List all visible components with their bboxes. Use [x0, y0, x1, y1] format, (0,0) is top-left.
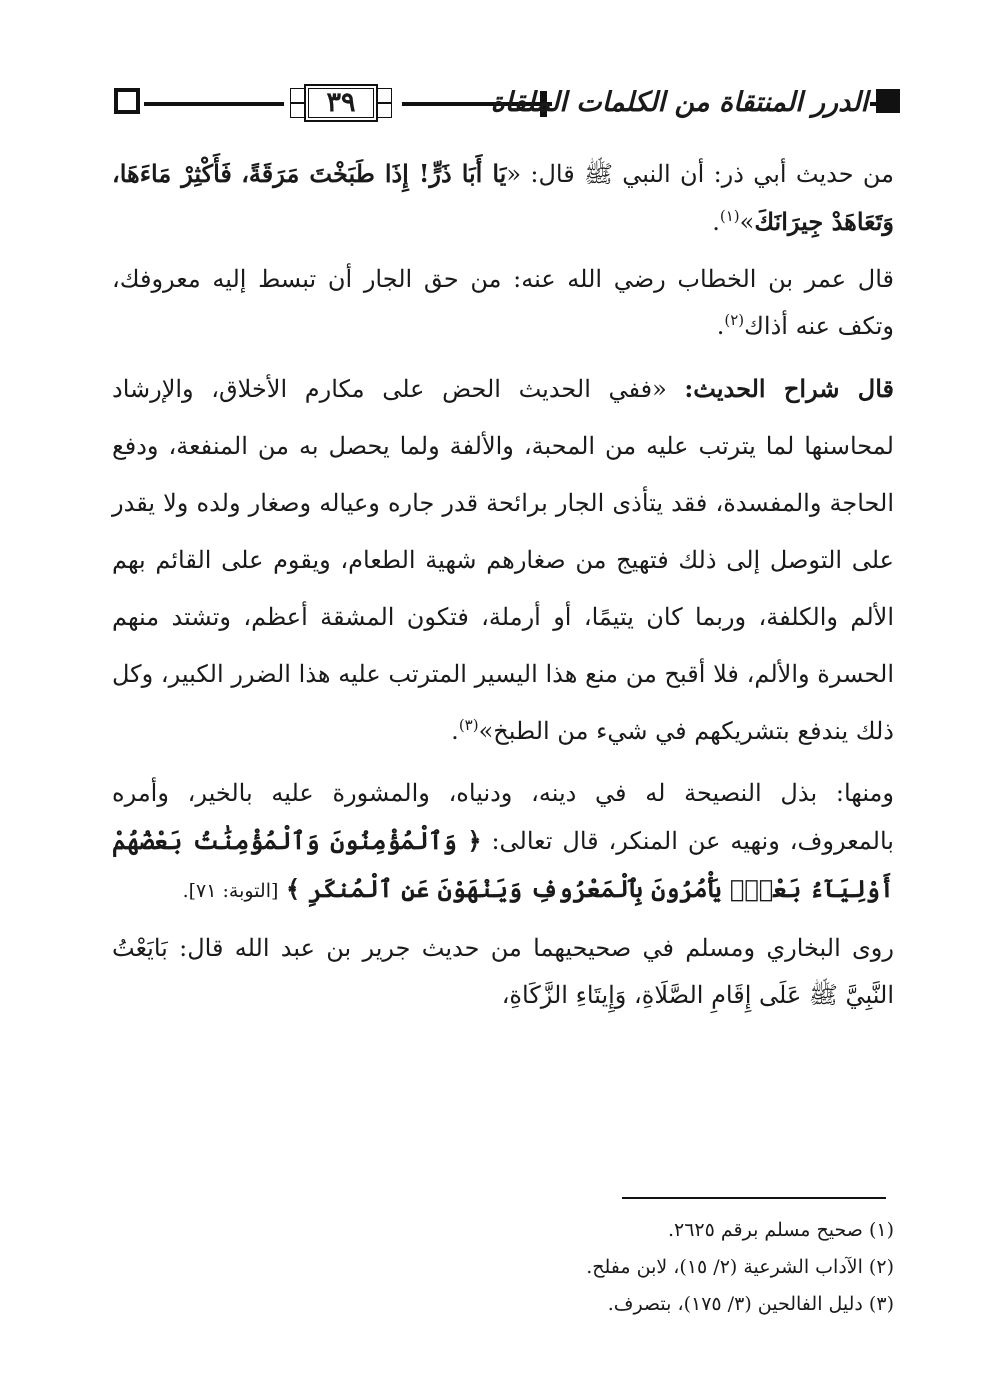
- footnote-item: (٣) دليل الفالحين (٣/ ١٧٥)، بتصرف.: [607, 1293, 894, 1315]
- page-number-box: [286, 80, 396, 126]
- paragraph-advice: [112, 770, 894, 915]
- hadith-quote: فَأَكْثِرْ مَاءَهَا، وَتَعَاهَدْ جِيرَانَكَ: [112, 159, 894, 236]
- footnote-ref: (٢): [724, 311, 745, 329]
- footnote-separator: [622, 1197, 886, 1199]
- quran-verse: ﴿ وَٱلْمُؤْمِنُونَ وَٱلْمُؤْمِنَٰتُ بَعْضُهُمْ أَوْلِيَآءُ بَعْضٍۚ يَأْمُرُونَ بِٱلْمَعْرُوفِ وَيَنْهَوْنَ عَنِ ٱلْمُنكَرِ ﴾: [112, 826, 894, 903]
- page-header: [110, 80, 900, 128]
- page-number: ٣٩: [326, 87, 356, 118]
- text-segment: قال عمر بن الخطاب رضي الله عنه: من حق الجار أن تبسط إليه معروفك،: [112, 265, 894, 293]
- paragraph-bukhari: [112, 925, 894, 1019]
- paragraph-umar: [112, 256, 894, 350]
- text-segment: »: [739, 208, 755, 236]
- main-text: [112, 150, 894, 1019]
- text-segment: من حديث أبي ذر: أن النبي ﷺ قال: «: [506, 160, 894, 188]
- book-title: الدرر المنتقاة من الكلمات الملقاة: [490, 87, 868, 118]
- paragraph-commentators: [112, 360, 894, 760]
- text-segment: «ففي الحديث الحض على مكارم الأخلاق، والإرشاد لمحاسنها لما يترتب عليه من المحبة، والألفة ولما يحصل به من المنفعة، ودفع الحاجة والمفسدة، فقد يتأذى الجار برائحة قدر جاره وعياله وصغار ولده ولا يقدر على التوصل إلى ذلك فتهيج من صغارهم شهية الطعام، ويقوم على القائم بهم الألم والكلفة، وربما كان يتيمًا، أو أرملة، فتكون المشقة أعظم، وتشتد منهم الحسرة والألم، فلا أقبح من منع هذا اليسير المترتب عليه هذا الضرر الكبير، وكل ذلك يندفع بتشريكهم في شيء من الطبخ»: [112, 375, 894, 745]
- verse-reference: [التوبة: ٧١].: [182, 880, 279, 902]
- hadith-quote: يَا أَبَا ذَرٍّ! إِذَا طَبَخْتَ مَرَقَةً،: [241, 159, 507, 188]
- text-segment: .: [451, 717, 459, 745]
- ornament-knot: [376, 102, 392, 118]
- header-ornament-square-outline: [114, 88, 140, 114]
- lead-heading: قال شراح الحديث:: [684, 374, 895, 403]
- hadith-text: بَايَعْتُ النَّبِيَّ ﷺ عَلَى إِقَامِ الصَّلَاةِ، وَإِيتَاءِ الزَّكَاةِ،: [112, 934, 894, 1009]
- footnote-ref: (١): [719, 207, 740, 225]
- text-segment: .: [712, 208, 720, 236]
- footnote-item: (٢) الآداب الشرعية (٢/ ١٥)، لابن مفلح.: [586, 1256, 894, 1278]
- text-segment: ومنها: بذل النصيحة له في دينه، ودنياه، والمشورة عليه بالخير، وأمره بالمعروف، ونهيه عن المنكر، قال تعالى:: [112, 779, 895, 855]
- header-ornament-square-filled: [876, 89, 900, 113]
- text-segment: وتكف عنه أذاك: [744, 312, 894, 340]
- footnote-item: (١) صحيح مسلم برقم ٢٦٢٥.: [667, 1219, 894, 1241]
- footnote-ref: (٣): [458, 716, 479, 734]
- text-segment: روى البخاري ومسلم في صحيحيهما من حديث جرير بن عبد الله قال:: [179, 934, 894, 962]
- header-rule-left: [144, 102, 284, 106]
- paragraph-hadith-abu-dharr: [112, 150, 894, 246]
- footnotes: [112, 1212, 894, 1323]
- text-segment: .: [716, 312, 725, 340]
